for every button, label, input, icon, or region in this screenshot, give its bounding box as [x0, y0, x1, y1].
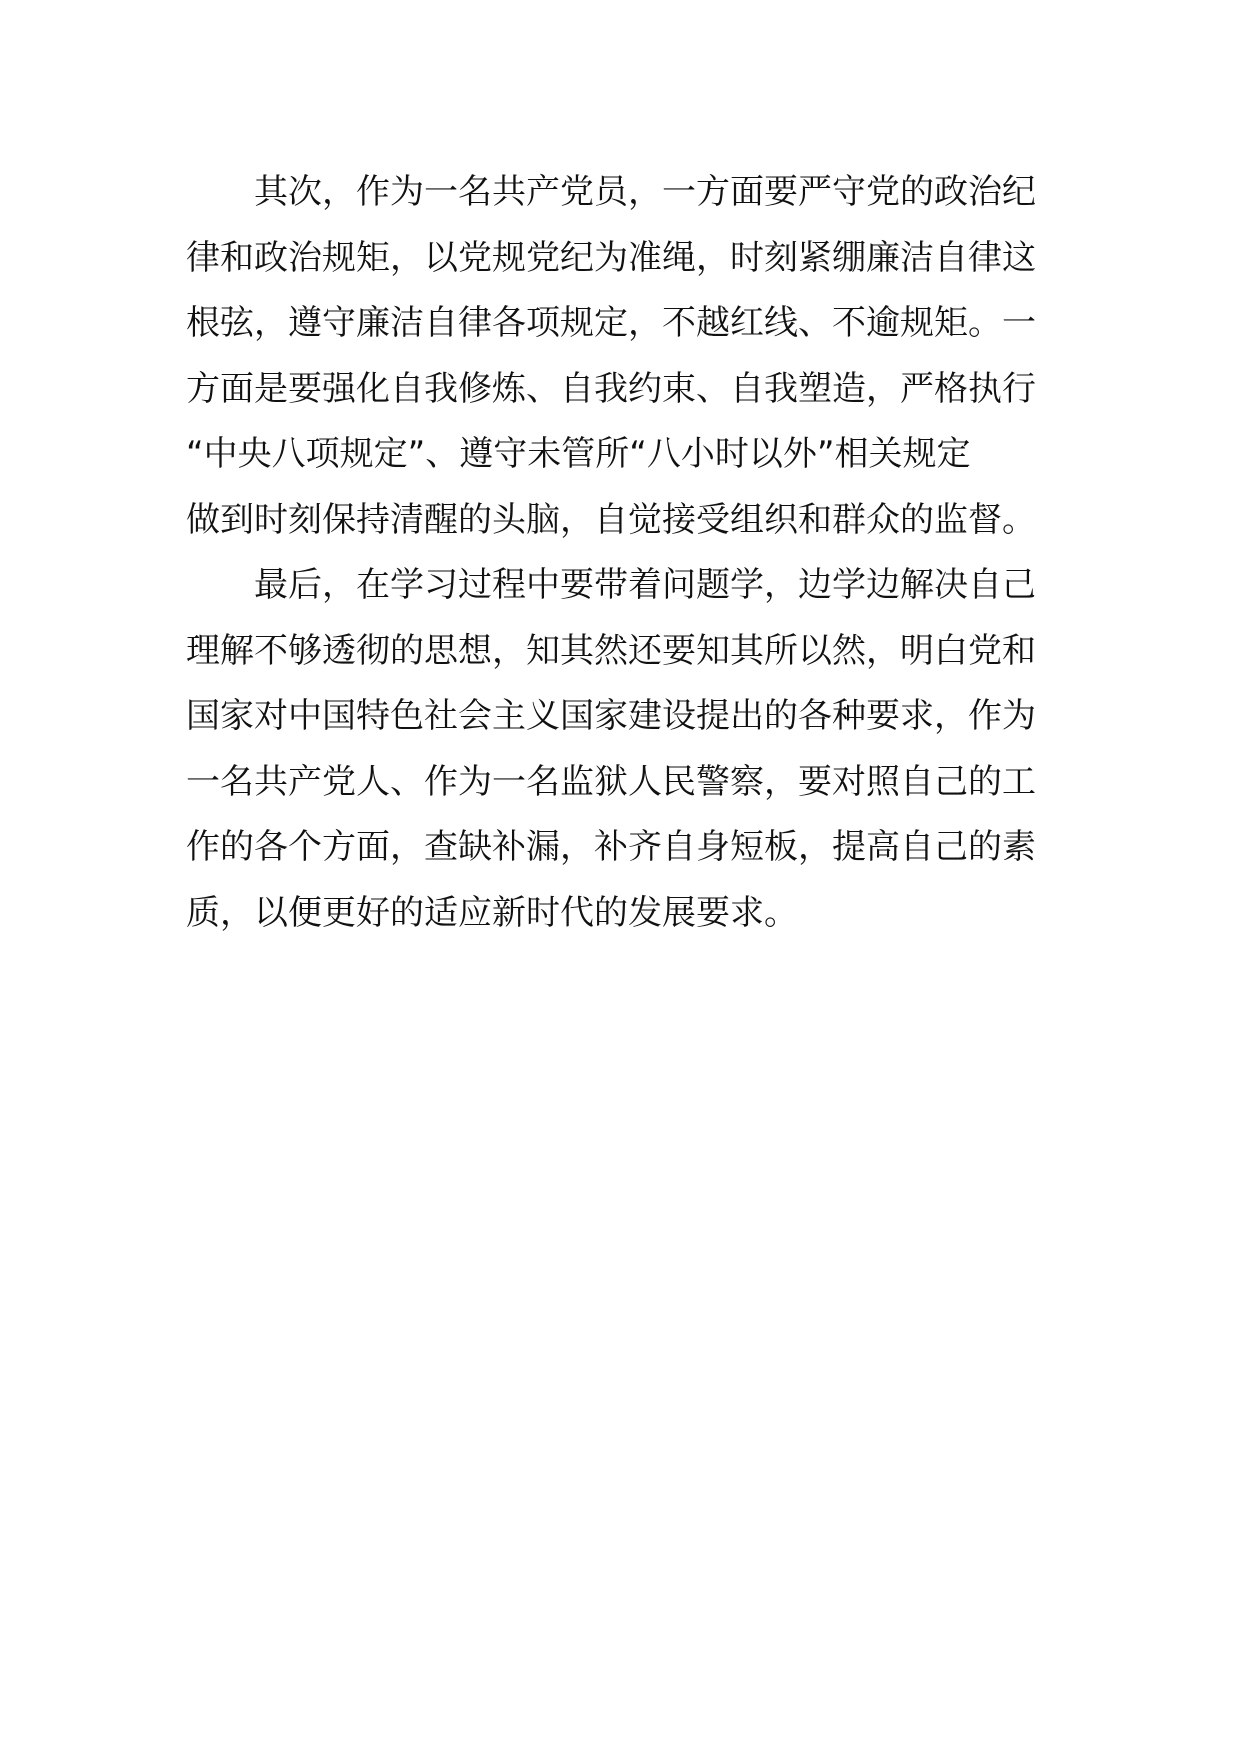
paragraph-line: 其次，作为一名共产党员，一方面要严守党的政治纪: [254, 172, 1036, 212]
paragraph-line: 做到时刻保持清醒的头脑，自觉接受组织和群众的监督。: [186, 499, 1036, 540]
paragraph-line: 方面是要强化自我修炼、自我约束、自我塑造，严格执行: [186, 368, 1036, 409]
paragraph-1: [186, 160, 1062, 553]
paragraph-2: [186, 553, 1062, 946]
paragraph-line: 律和政治规矩，以党规党纪为准绳，时刻紧绷廉洁自律这: [186, 237, 1036, 278]
document-body: [186, 160, 1062, 946]
paragraph-line: 质，以便更好的适应新时代的发展要求。: [186, 892, 798, 933]
paragraph-line: 根弦，遵守廉洁自律各项规定，不越红线、不逾规矩。一: [186, 303, 1036, 343]
paragraph-line: 理解不够透彻的思想，知其然还要知其所以然，明白党和: [186, 630, 1036, 671]
paragraph-line: 一名共产党人、作为一名监狱人民警察，要对照自己的工: [186, 761, 1036, 802]
paragraph-line: “中央八项规定”、遵守未管所“八小时以外”相关规定: [186, 434, 971, 474]
paragraph-line: 国家对中国特色社会主义国家建设提出的各种要求，作为: [186, 696, 1036, 736]
paragraph-line: 作的各个方面，查缺补漏，补齐自身短板，提高自己的素: [186, 827, 1036, 867]
paragraph-line: 最后，在学习过程中要带着问题学，边学边解决自己: [254, 565, 1036, 605]
